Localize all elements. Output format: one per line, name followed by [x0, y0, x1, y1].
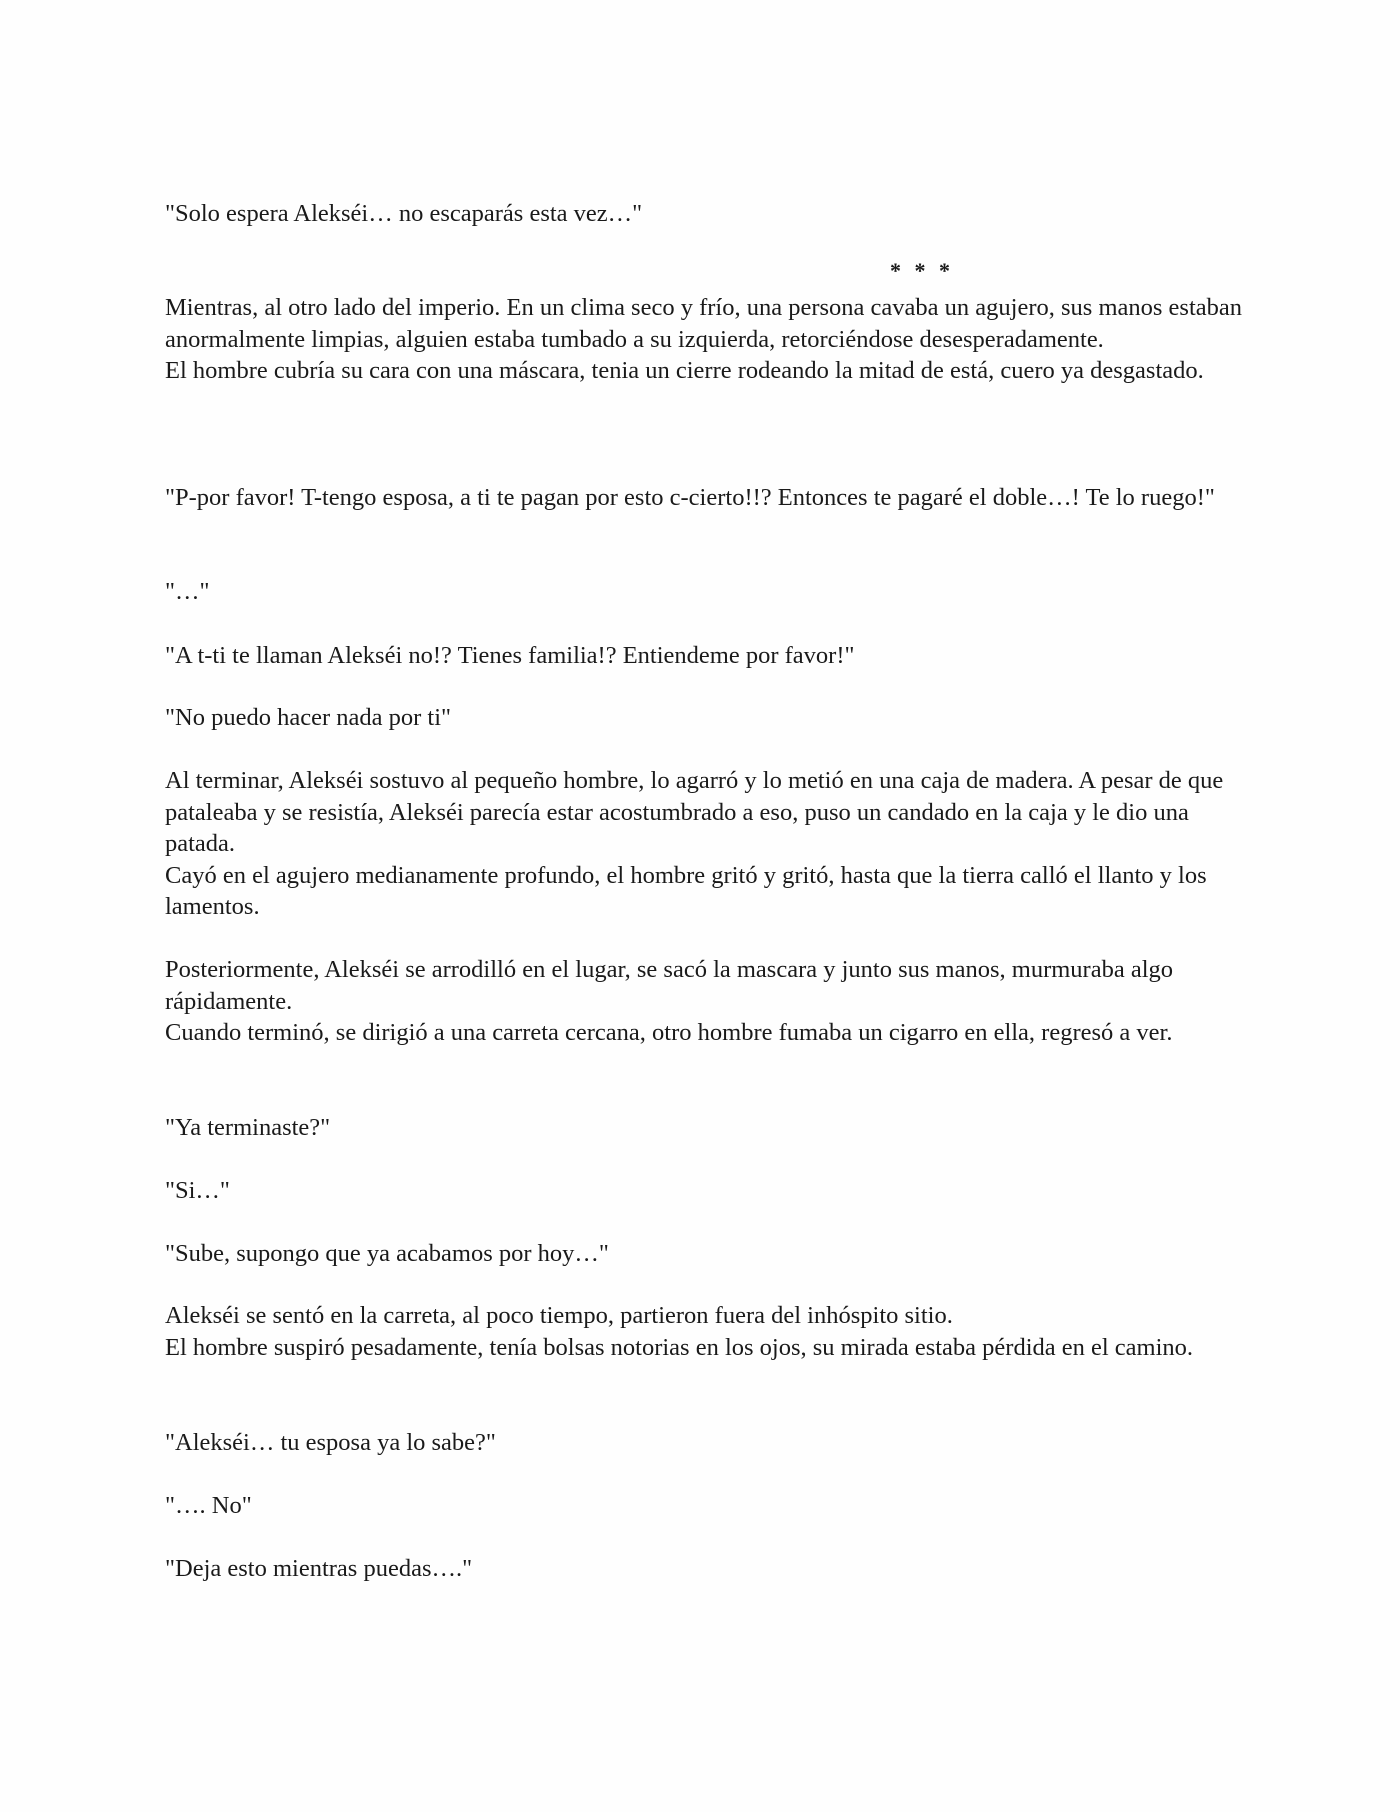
- paragraph-2-text: Mientras, al otro lado del imperio. En un clima seco y frío, una persona cavaba un agujero, sus manos estaban anormalmente limpias, alguien estaba tumbado a su izquierda, retorciéndose desesperadamente. El hombre cubría su cara con una máscara, tenia un cierre rodeando la mitad de está, cuero ya desgastado.: [165, 294, 1242, 384]
- dialogue-refusal: "No puedo hacer nada por ti": [165, 704, 451, 731]
- dialogue-yes: "Si…": [165, 1177, 230, 1204]
- dialogue-family: "A t-ti te llaman Alekséi no!? Tienes familia!? Entiendeme por favor!": [165, 642, 855, 669]
- scene-separator: * * *: [890, 258, 954, 283]
- dialogue-wife: "Alekséi… tu esposa ya lo sabe?": [165, 1429, 496, 1456]
- paragraph-cart: [165, 1300, 1245, 1363]
- paragraph-1: "Solo espera Alekséi… no escaparás esta vez…": [165, 200, 643, 227]
- paragraph-burial-text: Al terminar, Alekséi sostuvo al pequeño hombre, lo agarró y lo metió en una caja de madera. A pesar de que pataleaba y se resistía, Alekséi parecía estar acostumbrado a eso, puso un candado en la caja y le dio una patada. Cayó en el agujero medianamente profundo, el hombre gritó y gritó, hasta que la tierra calló el llanto y los lamentos.: [165, 767, 1224, 920]
- dialogue-quit: "Deja esto mientras puedas….": [165, 1555, 473, 1582]
- dialogue-no: "…. No": [165, 1492, 252, 1519]
- paragraph-2: [165, 292, 1245, 387]
- dialogue-silence: "…": [165, 578, 210, 605]
- dialogue-finished: "Ya terminaste?": [165, 1114, 331, 1141]
- dialogue-climb: "Sube, supongo que ya acabamos por hoy…": [165, 1240, 609, 1267]
- paragraph-cart-text: Alekséi se sentó en la carreta, al poco tiempo, partieron fuera del inhóspito sitio. El hombre suspiró pesadamente, tenía bolsas notorias en los ojos, su mirada estaba pérdida en el camino.: [165, 1302, 1194, 1361]
- paragraph-burial: [165, 765, 1245, 923]
- paragraph-prayer: [165, 954, 1245, 1049]
- paragraph-prayer-text: Posteriormente, Alekséi se arrodilló en el lugar, se sacó la mascara y junto sus manos, murmuraba algo rápidamente. Cuando terminó, se dirigió a una carreta cercana, otro hombre fumaba un cigarro en ella, regresó a ver.: [165, 956, 1174, 1046]
- dialogue-plea: "P-por favor! T-tengo esposa, a ti te pagan por esto c-cierto!!? Entonces te pagaré el doble…! Te lo ruego!": [165, 484, 1215, 511]
